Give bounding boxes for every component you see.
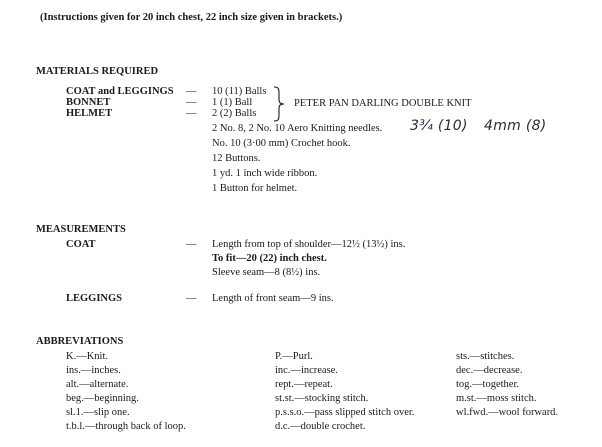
curly-brace xyxy=(272,86,286,122)
handwritten-note: 4mm (8) xyxy=(484,118,547,134)
materials-line: 1 yd. 1 inch wide ribbon. xyxy=(212,168,318,179)
abbrev-item: sl.1.—slip one. xyxy=(66,407,130,418)
abbreviations-heading: ABBREVIATIONS xyxy=(36,336,124,347)
yarn-item-dash: — xyxy=(186,108,197,119)
leggings-label: LEGGINGS xyxy=(66,293,123,304)
yarn-item-name: COAT and LEGGINGS xyxy=(66,86,174,97)
materials-line: No. 10 (3·00 mm) Crochet hook. xyxy=(212,138,351,149)
materials-line: 1 Button for helmet. xyxy=(212,183,298,194)
abbrev-item: rept.—repeat. xyxy=(275,379,333,390)
abbrev-item: ins.—inches. xyxy=(66,365,121,376)
yarn-item-dash: — xyxy=(186,86,197,97)
yarn-item-dash: — xyxy=(186,97,197,108)
abbrev-item: st.st.—stocking stitch. xyxy=(275,393,369,404)
yarn-item-name: HELMET xyxy=(66,108,113,119)
materials-line: 2 No. 8, 2 No. 10 Aero Knitting needles. xyxy=(212,123,383,134)
materials-heading: MATERIALS REQUIRED xyxy=(36,66,159,77)
yarn-item-qty: 1 (1) Ball xyxy=(212,97,253,108)
abbrev-item: inc.—increase. xyxy=(275,365,338,376)
abbrev-item: alt.—alternate. xyxy=(66,379,129,390)
yarn-item-qty: 10 (11) Balls xyxy=(212,86,267,97)
abbrev-item: p.s.s.o.—pass slipped stitch over. xyxy=(275,407,415,418)
abbrev-item: beg.—beginning. xyxy=(66,393,139,404)
coat-dash: — xyxy=(186,239,197,250)
yarn-item-name: BONNET xyxy=(66,97,111,108)
coat-label: COAT xyxy=(66,239,96,250)
abbrev-item: K.—Knit. xyxy=(66,351,108,362)
leggings-measure: Length of front seam—9 ins. xyxy=(212,293,334,304)
coat-measure: Length from top of shoulder—12½ (13½) ins. xyxy=(212,239,406,250)
abbrev-item: d.c.—double crochet. xyxy=(275,421,366,432)
yarn-brand: PETER PAN DARLING DOUBLE KNIT xyxy=(294,98,472,109)
abbrev-item: P.—Purl. xyxy=(275,351,313,362)
yarn-item-qty: 2 (2) Balls xyxy=(212,108,257,119)
measurements-heading: MEASUREMENTS xyxy=(36,224,126,235)
instructions-note: (Instructions given for 20 inch chest, 22 inch size given in brackets.) xyxy=(40,12,343,23)
abbrev-item: tog.—together. xyxy=(456,379,519,390)
coat-measure: To fit—20 (22) inch chest. xyxy=(212,253,327,264)
abbrev-item: wl.fwd.—wool forward. xyxy=(456,407,559,418)
abbrev-item: t.b.l.—through back of loop. xyxy=(66,421,186,432)
materials-line: 12 Buttons. xyxy=(212,153,261,164)
abbrev-item: dec.—decrease. xyxy=(456,365,523,376)
leggings-dash: — xyxy=(186,293,197,304)
coat-measure: Sleeve seam—8 (8½) ins. xyxy=(212,267,321,278)
abbrev-item: sts.—stitches. xyxy=(456,351,515,362)
abbrev-item: m.st.—moss stitch. xyxy=(456,393,537,404)
handwritten-note: 3¾ (10) xyxy=(410,118,468,134)
